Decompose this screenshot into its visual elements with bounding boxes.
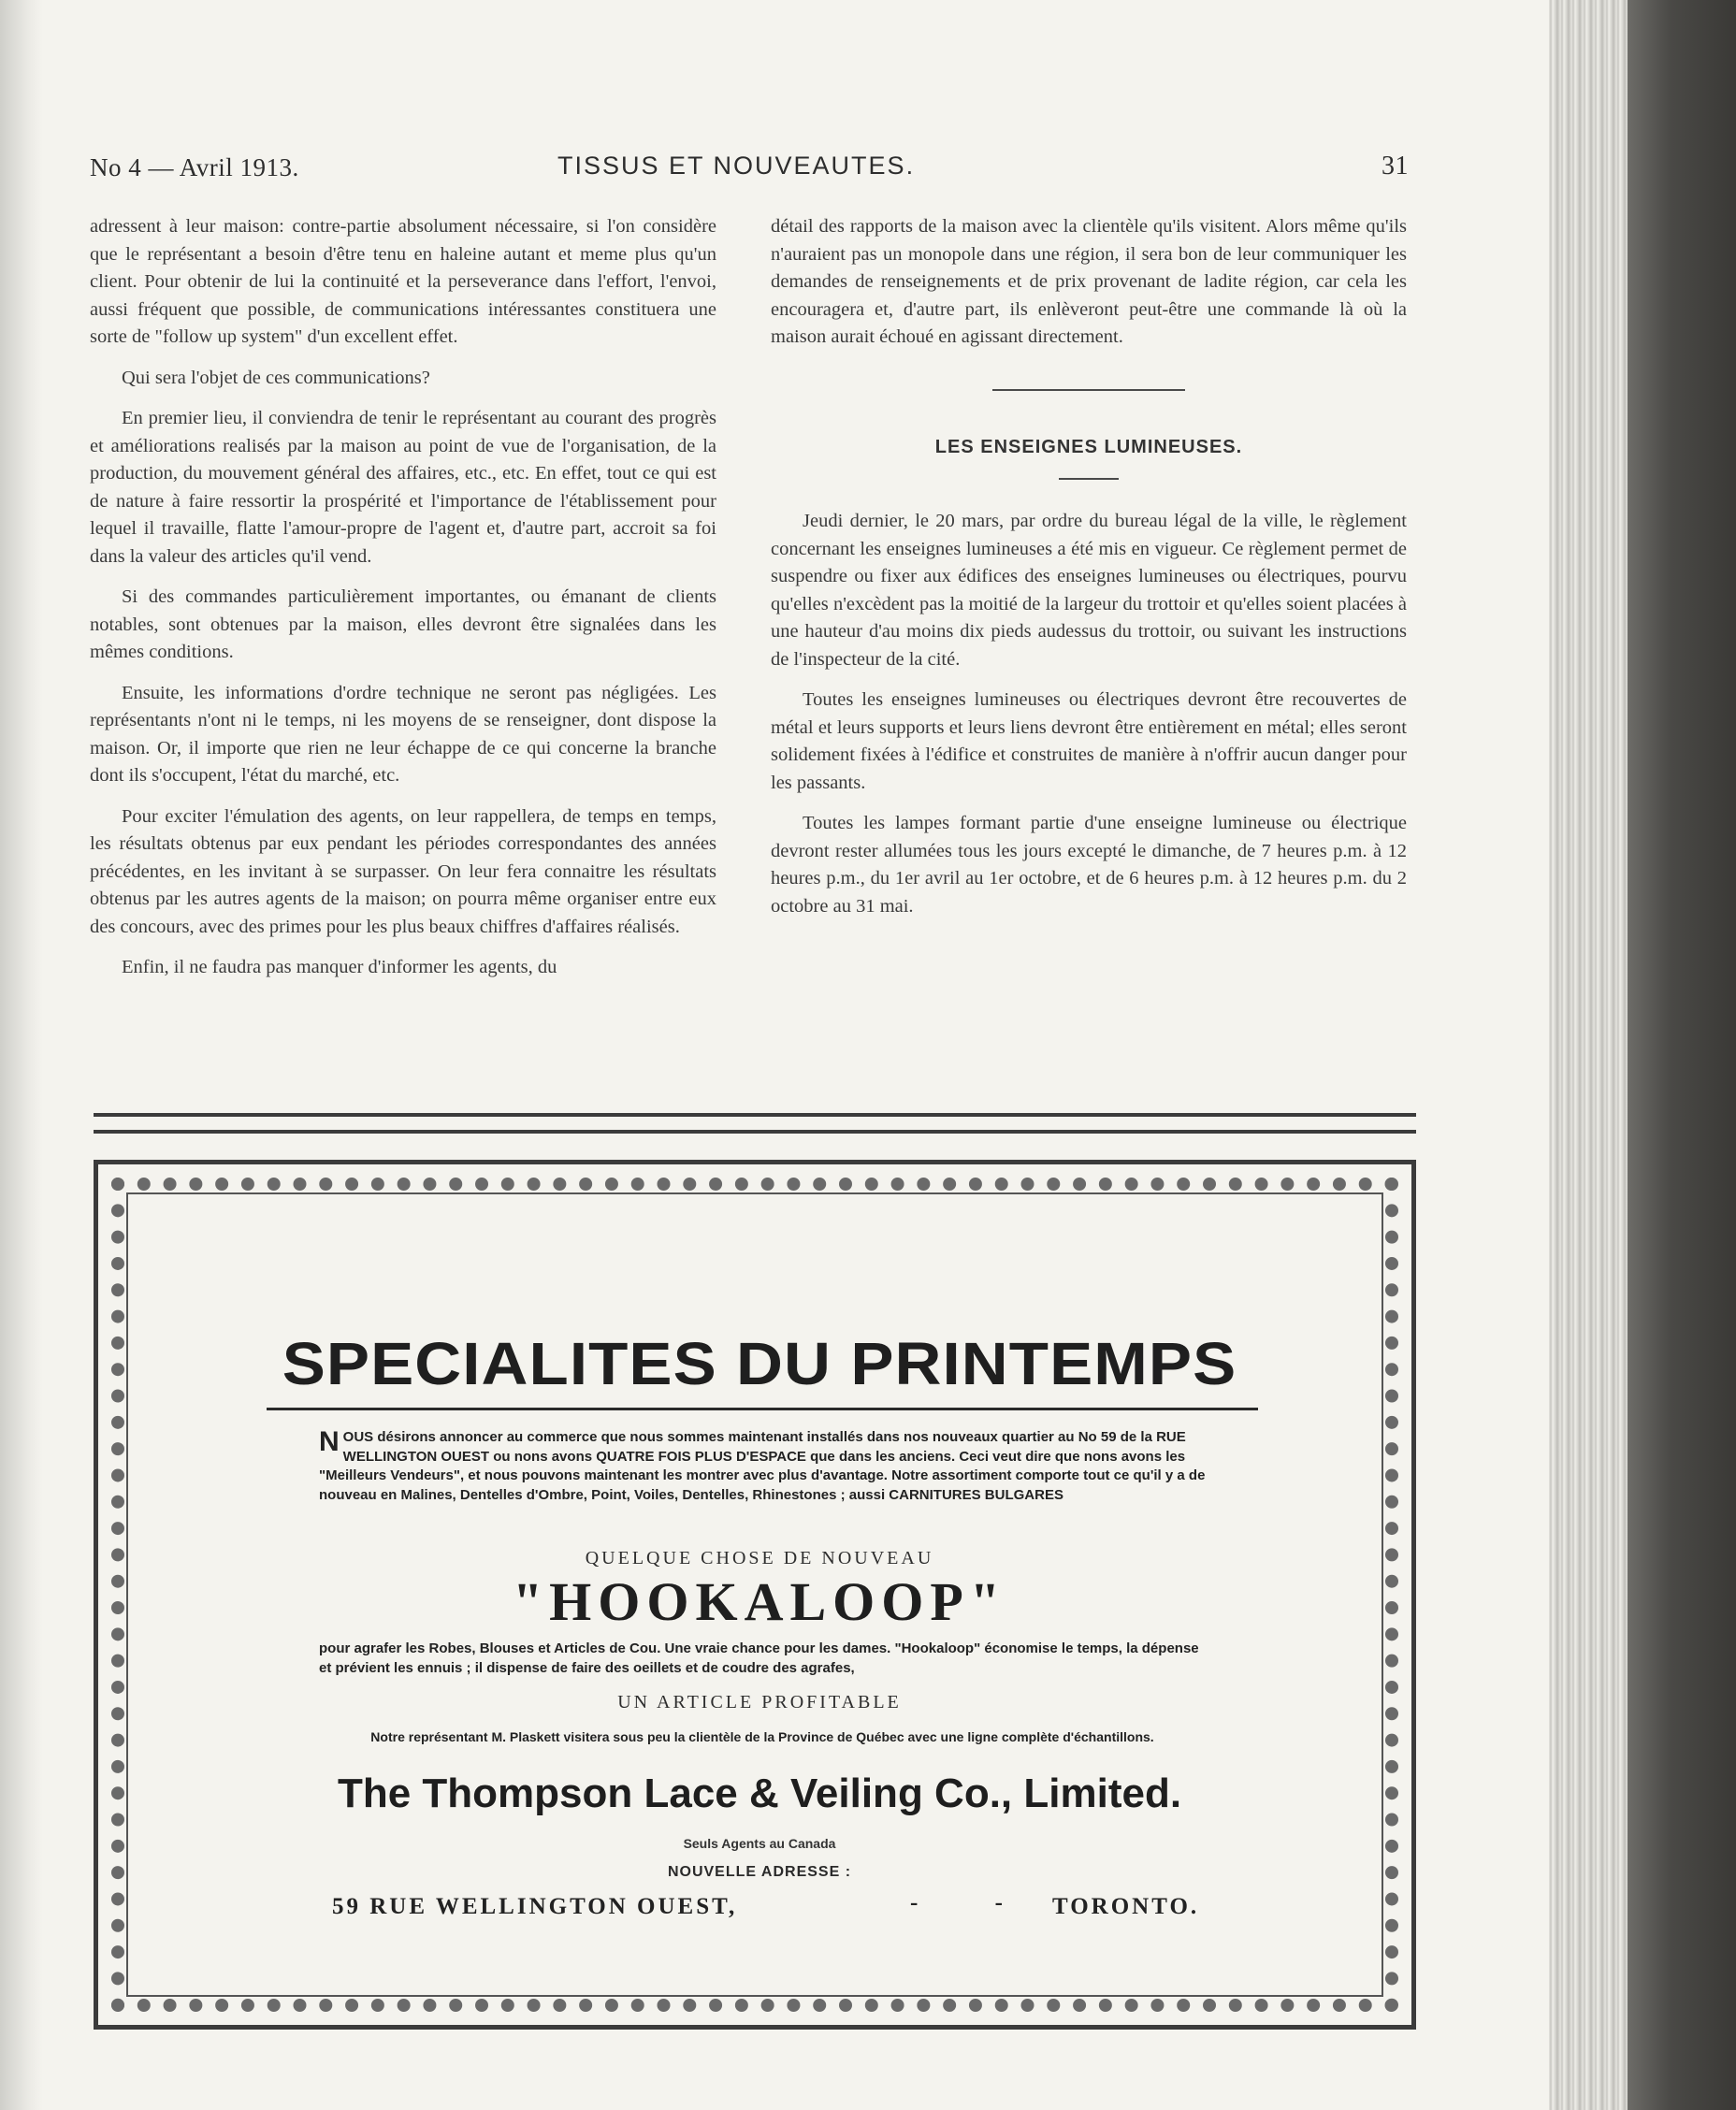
headline-underline xyxy=(267,1408,1258,1410)
paragraph: Toutes les lampes formant partie d'une enseigne lumineuse ou électrique devront rester allumées tous les jours excepté le dimanche, de 7 heures p.m. à 12 heures p.m., du 1er avril au 1er octobre, et de 6 heures p.m. à 12 heures p.m. du 2 octobre au 31 mai. xyxy=(771,813,1407,917)
running-header xyxy=(90,150,1409,191)
paragraph: En premier lieu, il conviendra de tenir le représentant au courant des progrès et améliorations realisés par la maison au point de vue de l'organisation, de la production, du mouvement général des affaires, etc., etc. En effet, tout ce qui est de nature à faire ressortir la prospérité et l'importance de l'établissement pour lequel il travaille, flatte l'amour-propre de l'agent et, d'autre part, accroit sa foi dans la valeur des articles qu'il vend. xyxy=(90,408,716,567)
paragraph: Si des commandes particulièrement importantes, ou émanant de clients notables, sont obtenues par la maison, elles devront être signalées dans les mêmes conditions. xyxy=(90,586,716,662)
intro-body: OUS désirons annoncer au commerce que nous sommes maintenant installés dans nos nouveaux quartier au No 59 de la RUE WELLINGTON OUEST ou nons avons QUATRE FOIS PLUS D'ESPACE que dans les anciens. Ceci veut dire que nons avons les "Meilleurs Vendeurs", et nous pouvons maintenant les montrer avec plus d'avantage. Notre assortiment comporte tout ce qu'il y a de nouveau en Malines, Dentelles d'Ombre, Point, Voiles, Dentelles, Rhinestones ; aussi CARNITURES BULGARES xyxy=(319,1429,1206,1503)
ad-subheading: UN ARTICLE PROFITABLE xyxy=(617,1692,902,1713)
paragraph: Toutes les enseignes lumineuses ou électriques devront être recouvertes de métal et leurs supports et leurs liens devront être entièrement en métal; elles seront solidement fixées à l'édifice et construites de manière à n'offrir aucun danger pour les passants. xyxy=(771,689,1407,793)
advertisement-box xyxy=(94,1160,1416,2030)
section-title: LES ENSEIGNES LUMINEUSES. xyxy=(934,436,1243,457)
publication-title: TISSUS ET NOUVEAUTES. xyxy=(557,152,916,180)
paragraph: Jeudi dernier, le 20 mars, par ordre du bureau légal de la ville, le règlement concernant les enseignes lumineuses a été mis en vigueur. Ce règlement permet de suspendre ou fixer aux édifices des enseignes lumineuses ou électriques, pourvu qu'elles n'excèdent pas la moitié de la largeur du trottoir et qu'elles soient placées à une hauteur d'au moins dix pieds audessus du trottoir, ou suivant les instructions de l'inspecteur de la cité. xyxy=(771,511,1407,670)
ad-subheading: QUELQUE CHOSE DE NOUVEAU xyxy=(585,1548,934,1568)
left-text-column xyxy=(90,213,716,995)
paragraph: détail des rapports de la maison avec la clientèle qu'ils visitent. Alors même qu'ils n'auraient pas un monopole dans une région, il sera bon de leur communiquer les demandes de renseignements et de prix provenant de ladite région, car cela les encouragera et, d'autre part, ils enlèveront peut-être une commande là où la maison aurait échoué en agissant directement. xyxy=(771,216,1407,347)
address-separator: - - xyxy=(910,1890,1038,1915)
paragraph: Enfin, il ne faudra pas manquer d'informer les agents, du xyxy=(122,957,557,977)
section-divider xyxy=(1059,478,1119,480)
company-name: The Thompson Lace & Veiling Co., Limited. xyxy=(337,1770,1182,1816)
page-number: 31 xyxy=(1382,152,1409,181)
paragraph: Pour exciter l'émulation des agents, on leur rappellera, de temps en temps, les résultats obtenus par eux pendant les périodes correspondantes des années précédentes, en les invitant à se surpasser. On leur fera connaitre les résultats obtenus par les autres agents de la maison; on pourra même organiser entre eux des concours, avec des primes pour les plus beaux chiffres d'affaires réalisés. xyxy=(90,805,716,937)
agents-note: Seuls Agents au Canada xyxy=(683,1836,836,1851)
book-binding-shadow xyxy=(1628,0,1736,2110)
street-address: 59 RUE WELLINGTON OUEST, xyxy=(332,1894,738,1919)
ad-headline: SPECIALITES DU PRINTEMPS xyxy=(282,1330,1237,1397)
drop-initial: N xyxy=(319,1426,340,1457)
representative-note: Notre représentant M. Plaskett visitera sous peu la clientèle de la Province de Québec avec une ligne complète d'échantillons. xyxy=(370,1729,1154,1744)
section-divider xyxy=(992,389,1185,391)
product-name: "HOOKALOOP" xyxy=(512,1571,1007,1632)
product-description: pour agrafer les Robes, Blouses et Articles de Cou. Une vraie chance pour les dames. "Hookaloop" économise le temps, la dépense et prévient les ennuis ; il dispense de faire des oeillets et de coudre des agrafes, xyxy=(319,1640,1199,1676)
right-text-column xyxy=(771,213,1407,933)
paragraph: Ensuite, les informations d'ordre technique ne seront pas négligées. Les représentants n'ont ni le temps, ni les moyens de se renseigner, dont dispose la maison. Or, il importe que rien ne leur échappe de ce qui concerne la branche dont ils s'occupent, l'état du marché, etc. xyxy=(90,682,716,786)
ad-intro-text xyxy=(319,1428,1208,1505)
page-margin-shadow xyxy=(0,0,43,2110)
advertisement-content xyxy=(98,1164,1421,2034)
address-label: NOUVELLE ADRESSE : xyxy=(667,1864,852,1880)
city-name: TORONTO. xyxy=(1052,1894,1200,1919)
paragraph: Qui sera l'objet de ces communications? xyxy=(122,367,430,388)
double-rule-divider xyxy=(94,1113,1416,1134)
issue-label: No 4 — Avril 1913. xyxy=(90,153,299,181)
paragraph: adressent à leur maison: contre-partie absolument nécessaire, si l'on considère que le représentant a besoin d'être tenu en haleine autant et meme plus qu'un client. Pour obtenir de lui la continuité et la perseverance dans l'effort, l'envoi, aussi fréquent que possible, de communications intéressantes constituera une sorte de "follow up system" d'un excellent effet. xyxy=(90,216,716,347)
